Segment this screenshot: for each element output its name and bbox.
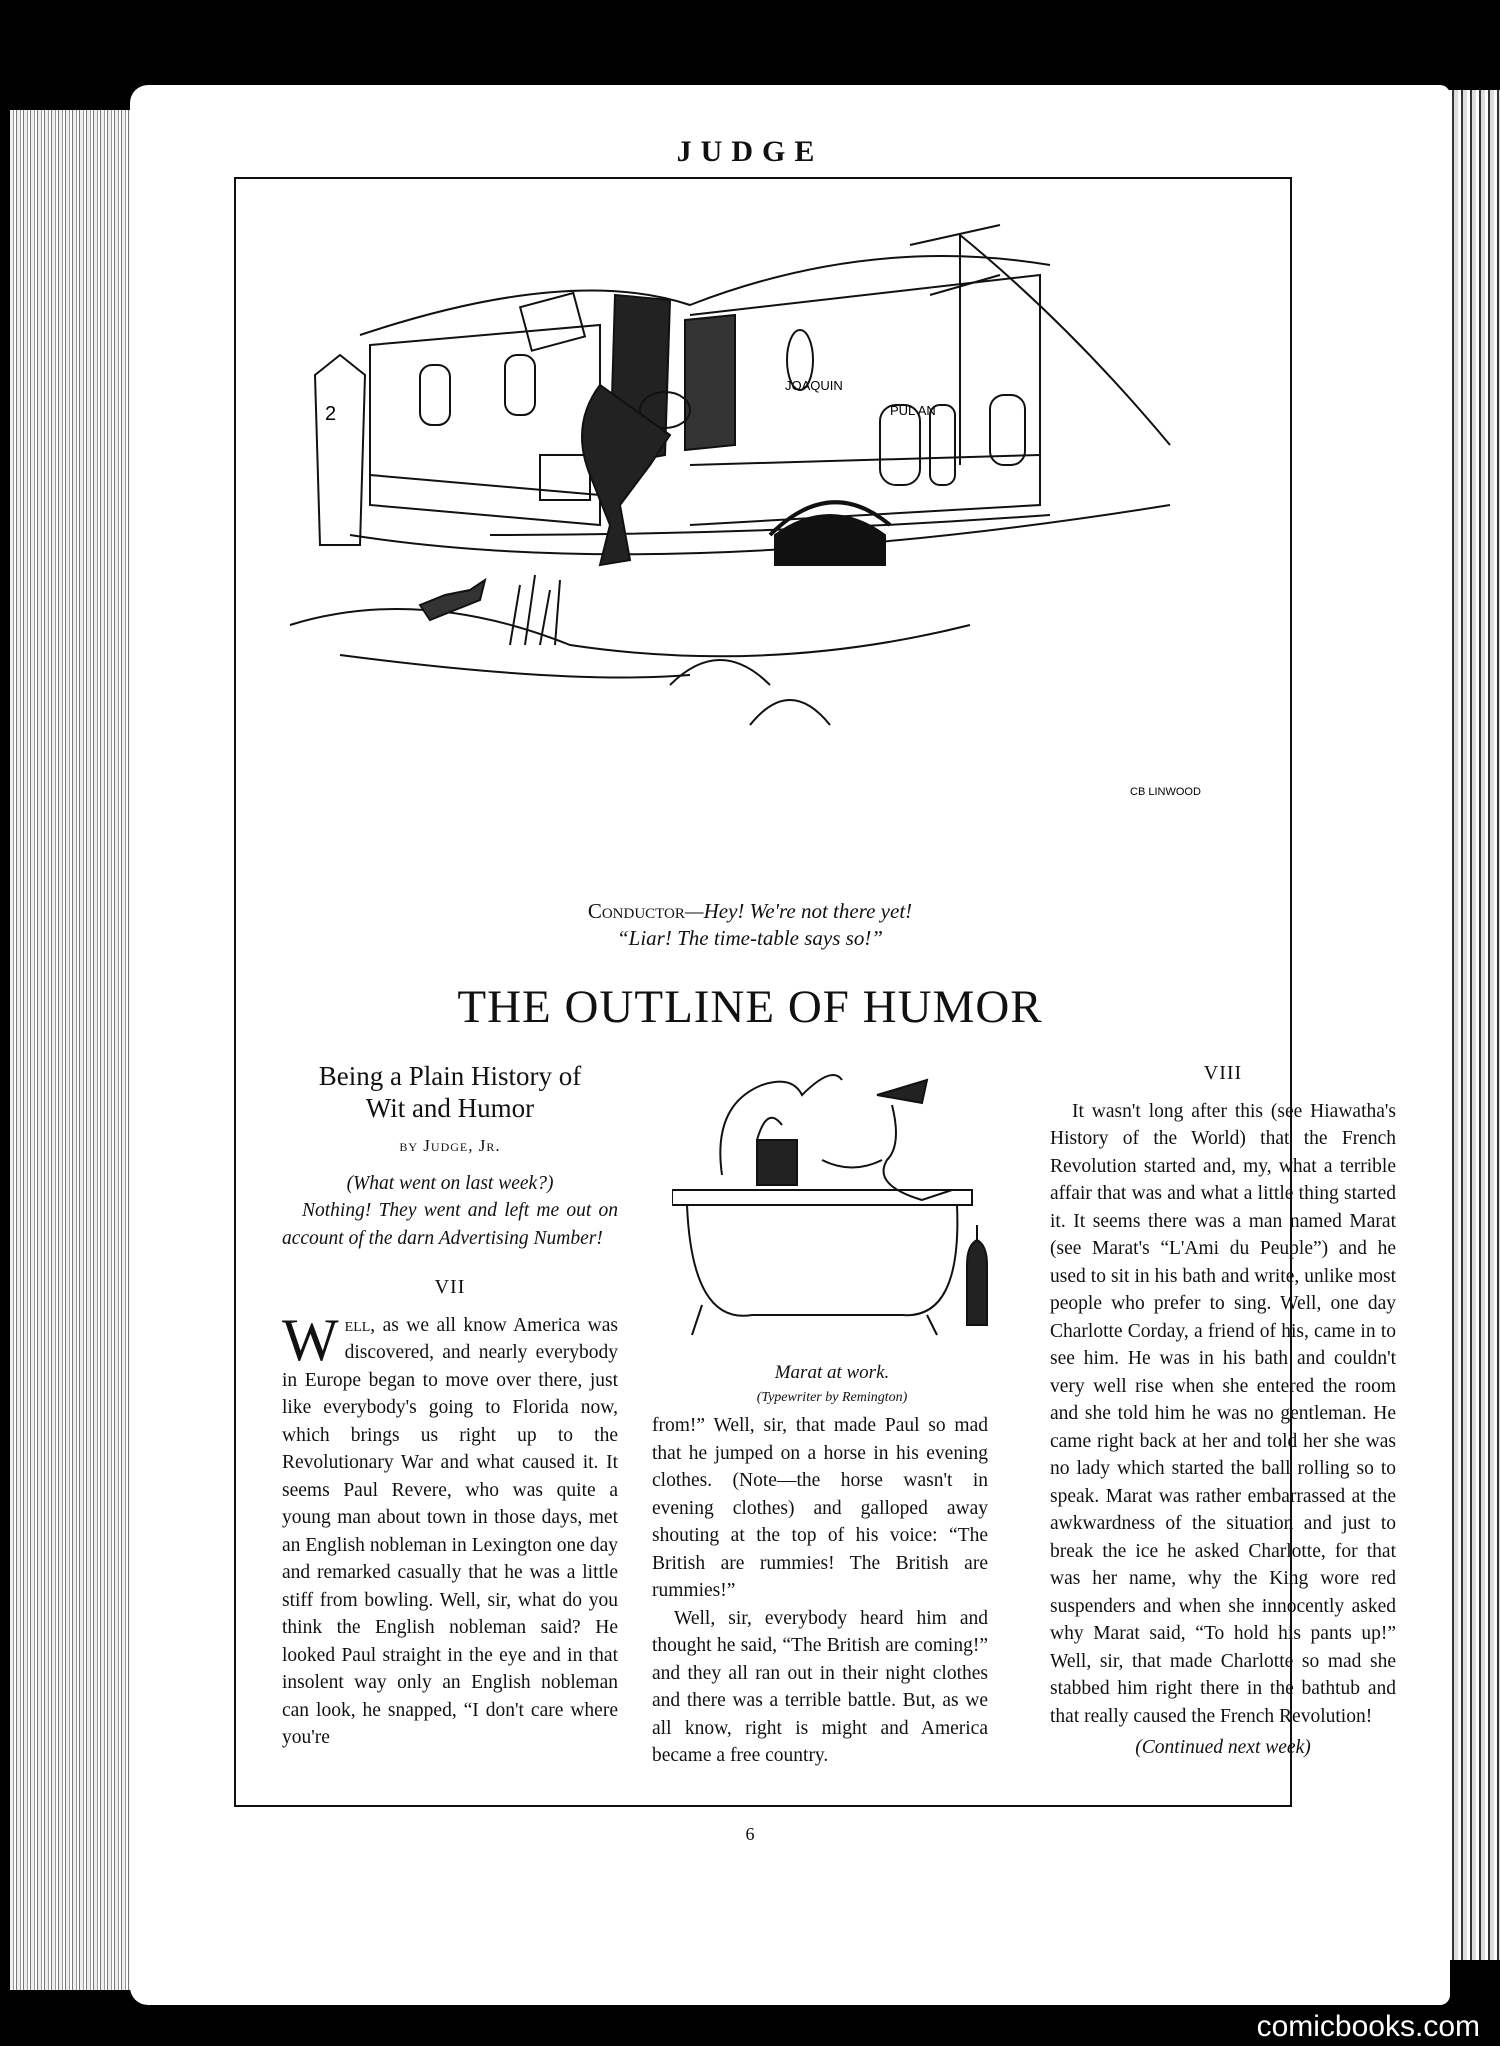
intro-question: (What went on last week?) bbox=[346, 1172, 554, 1194]
article-column-3 bbox=[1050, 1060, 1396, 1762]
section-vii-paragraph bbox=[282, 1306, 618, 1752]
section-heading-viii: VIII bbox=[1203, 1062, 1243, 1084]
masthead: JUDGE bbox=[676, 135, 824, 168]
article-subtitle-line2: Wit and Humor bbox=[365, 1093, 535, 1123]
section-viii-text: It wasn't long after this (see Hiawatha's History of the World) that the French Revolution started and, my, what a terrible affair that was and what a little thing started it. It seems there was a man named Marat (see Marat's “L'Ami du Peuple”) and he used to sit in his bath and write, unlike most people who prefer to sing. Well, one day Charlotte Corday, a friend of his, came in to see him. He was in his bath and couldn't very well rise when she entered the room and she told him he was no gentleman. He came right back at her and told her she was no lady which started the ball rolling so to speak. Marat was rather embarrassed at the awkwardness of the situation and just to break the ice he asked Charlotte, for that was her name, why the King wore red suspenders and when she innocently asked why Marat said, “To hold his pants up!” Well, sir, that made Charlotte so mad she stabbed him right there in the bathtub and that really caused the French Revolution! bbox=[1050, 1100, 1396, 1727]
caption-dialogue: —Hey! We're not there yet! bbox=[684, 899, 913, 923]
marat-bathtub-illustration bbox=[672, 1065, 992, 1355]
intro-answer: Nothing! They went and left me out on account of the darn Advertising Number! bbox=[282, 1200, 618, 1249]
section-vii-text-3: Well, sir, everybody heard him and thought he said, “The British are coming!” and they all ran out in their night clothes and there was a terrible battle. But, as we all know, right is might and America became a free country. bbox=[652, 1607, 988, 1766]
continued-note: (Continued next week) bbox=[1135, 1737, 1311, 1758]
drop-cap: W bbox=[282, 1306, 339, 1373]
byline: by Judge, Jr. bbox=[399, 1136, 501, 1155]
caption-reply: “Liar! The time-table says so!” bbox=[616, 926, 883, 950]
section-vii-text-1: as we all know America was discovered, and nearly everybody in Europe began to move over there, just like everybody's going to Florida now, which brings us right up to the Revolutionary War and what caused it. It seems Paul Revere, who was quite a young man about town in those days, met an English nobleman in Lexington one day and remarked casually that he was a little stiff from bowling. Well, sir, what do you think the English nobleman said? He looked Paul straight in the eye and in that insolent way only an English nobleman can look, he snapped, “I don't care where you're bbox=[282, 1314, 618, 1748]
cartoon-illustration bbox=[270, 205, 1270, 880]
caption-speaker: Conductor bbox=[587, 899, 685, 923]
article-subtitle-line1: Being a Plain History of bbox=[318, 1061, 582, 1091]
illustration-credit: (Typewriter by Remington) bbox=[756, 1390, 908, 1405]
section-vii-text-2: from!” Well, sir, that made Paul so mad that he jumped on a horse in his evening clothes. (Note—the horse wasn't in evening clothes) and galloped away shouting at the top of his voice: “The British are rummies! The British are rummies!” bbox=[652, 1415, 988, 1601]
book-edge-left bbox=[0, 110, 150, 1990]
milepost-number: 2 bbox=[325, 403, 337, 425]
watermark: comicbooks.com bbox=[1256, 2010, 1480, 2043]
car-lettering: JOAQUIN bbox=[785, 378, 843, 393]
cartoon-caption-line2 bbox=[0, 924, 1500, 952]
article-column-1 bbox=[282, 1060, 618, 1752]
illustration-caption: Marat at work. bbox=[774, 1362, 890, 1383]
section-heading-vii: VII bbox=[434, 1276, 466, 1298]
artist-signature: CB LINWOOD bbox=[1130, 786, 1201, 798]
page-number: 6 bbox=[745, 1824, 755, 1844]
article-column-2 bbox=[652, 1412, 988, 1770]
lead-word: ell, bbox=[344, 1314, 376, 1336]
article-title: THE OUTLINE OF HUMOR bbox=[457, 981, 1043, 1033]
car-lettering-2: PUL AN bbox=[890, 403, 936, 418]
cartoon-caption-line1 bbox=[0, 897, 1500, 925]
